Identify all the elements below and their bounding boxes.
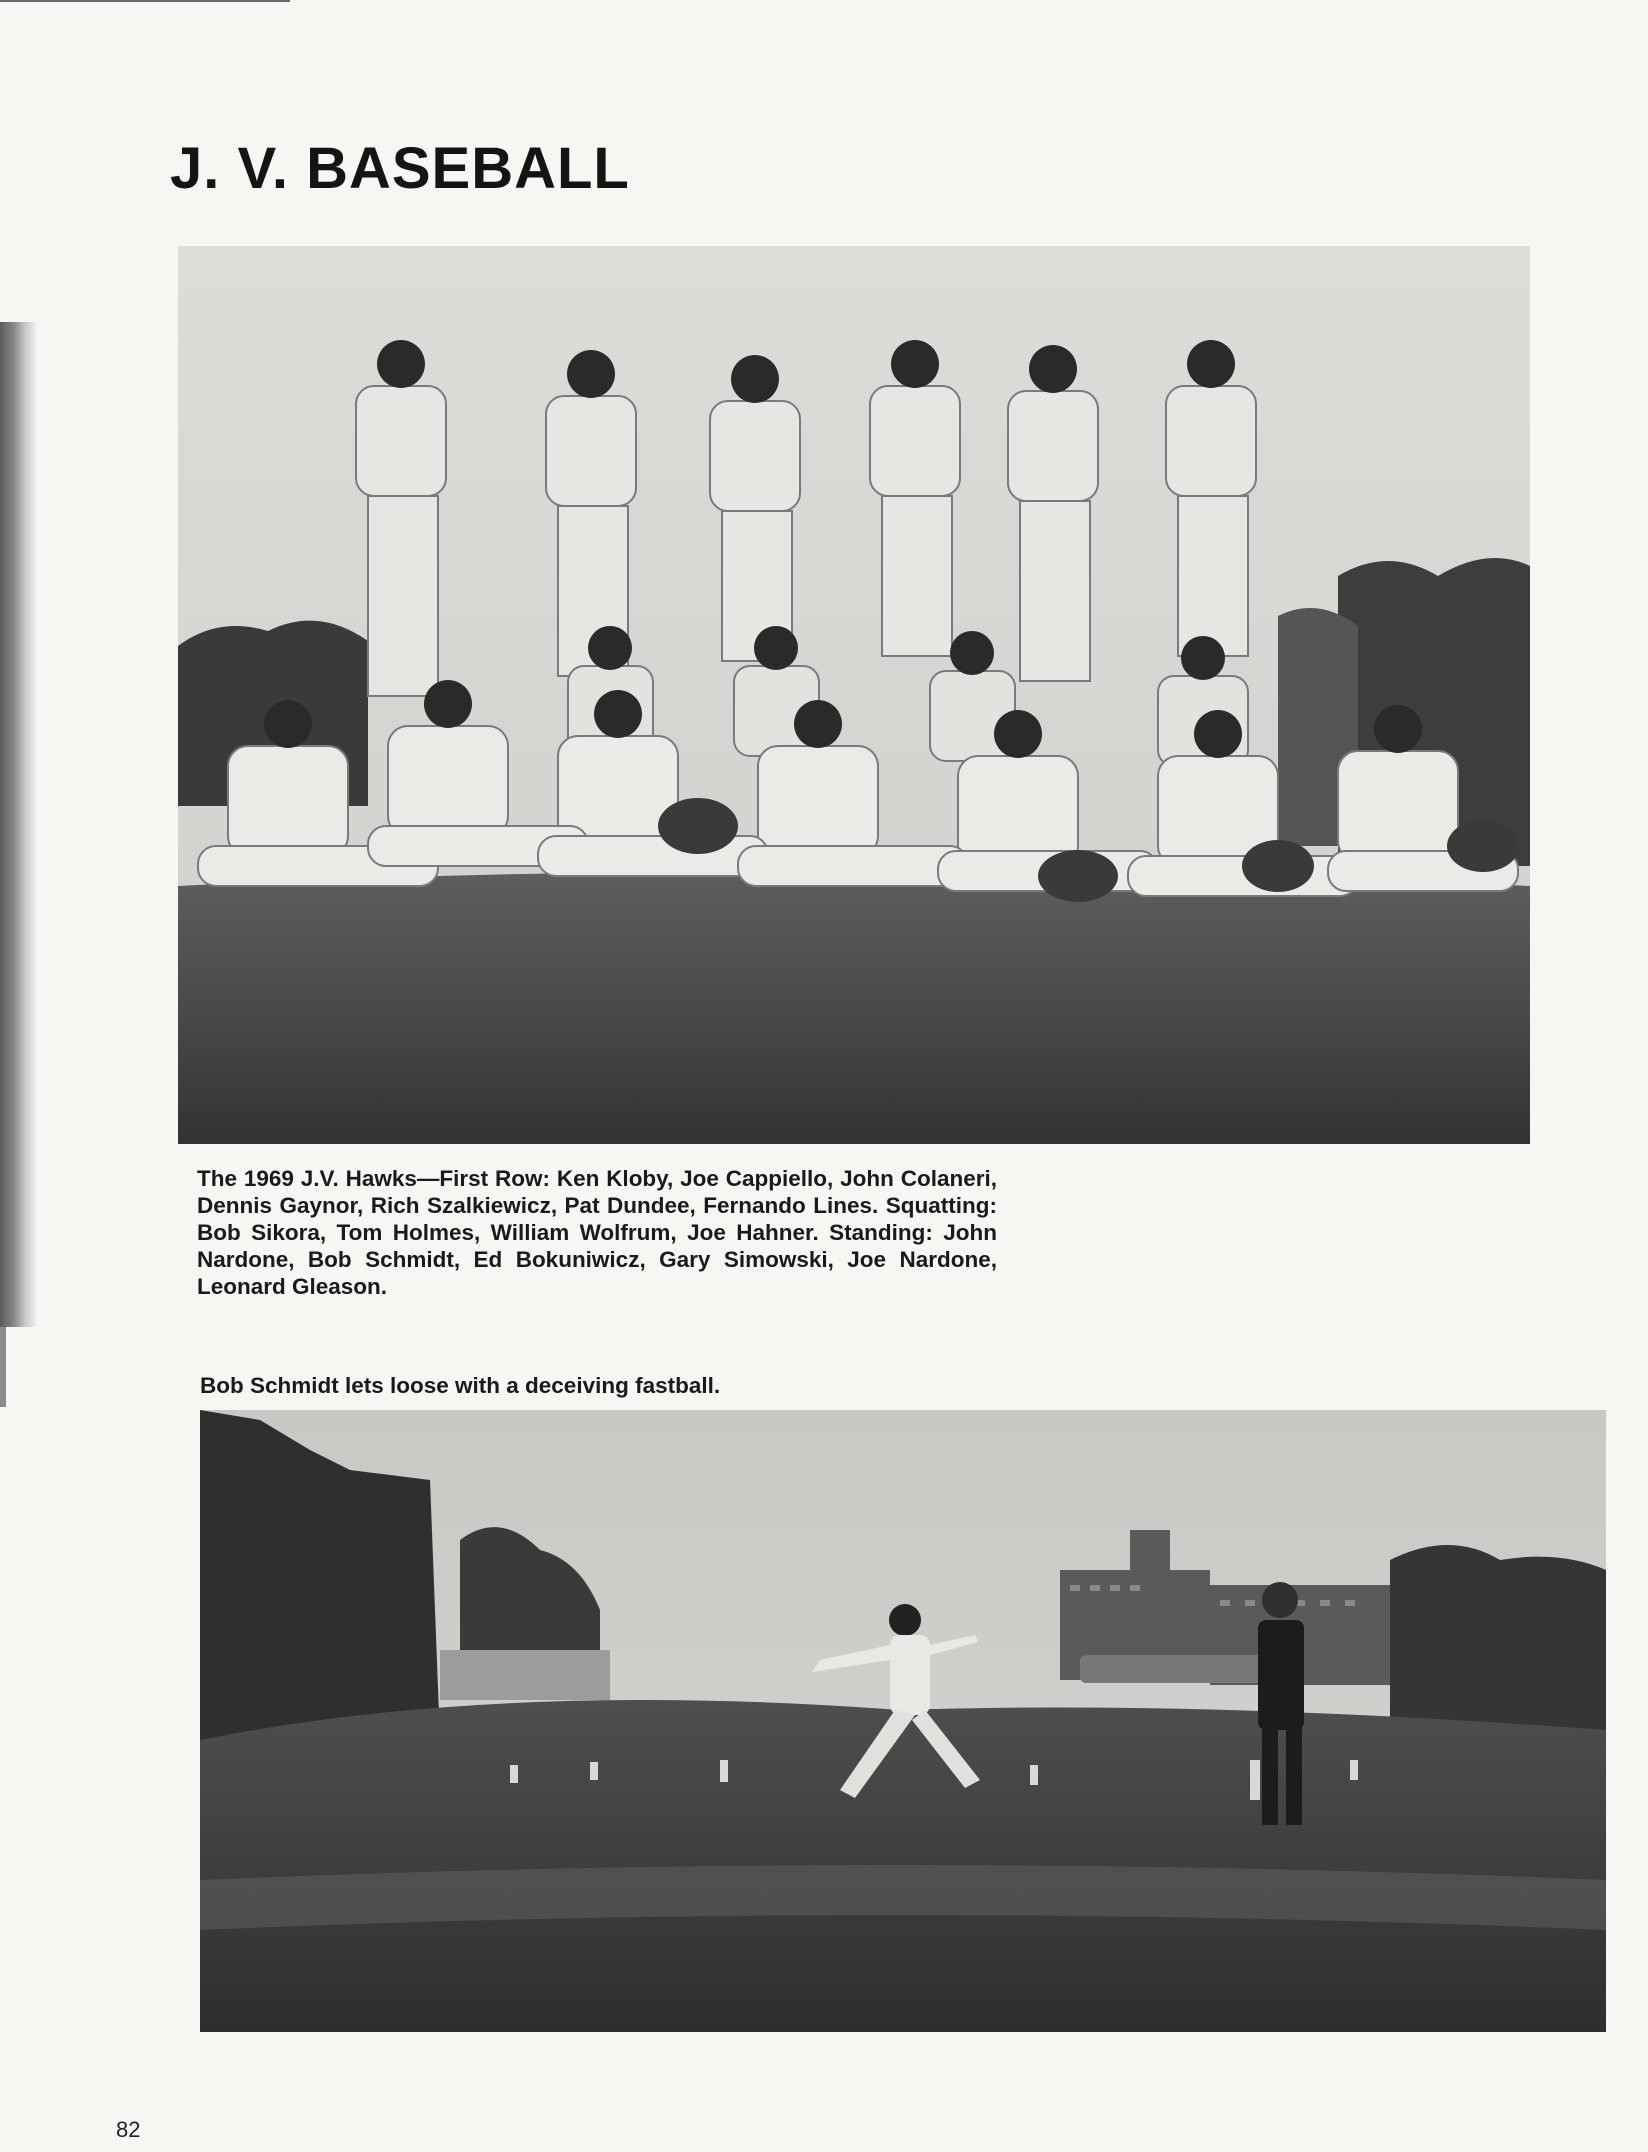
page-number: 82 [116, 2117, 141, 2142]
stone-wall [440, 1650, 610, 1700]
train [1080, 1655, 1270, 1683]
team-photo [178, 246, 1530, 1144]
top-rule [0, 0, 290, 2]
grass-field [178, 871, 1530, 1144]
team-photo-graphic [178, 246, 1530, 1144]
adjacent-page-edge [0, 322, 36, 1327]
team-photo-caption: The 1969 J.V. Hawks—First Row: Ken Kloby, Joe Cappiello, John Colaneri, Dennis Gaynor, Rich Szalkiewicz, Pat Dundee, Fernando Lines. Squatting: Bob Sikora, Tom Holmes, William Wolfrum, Joe Hahner. Standing: John Nardone, Bob Schmidt, Ed Bokuniwicz, Gary Simowski, Joe Nardone, Leonard Gleason. [197, 1166, 997, 1299]
pitch-photo-caption: Bob Schmidt lets loose with a deceiving fastball. [200, 1373, 721, 1398]
adjacent-page-edge-lower [0, 1327, 6, 1407]
pitcher-photo-graphic [200, 1410, 1606, 2032]
page-title: J. V. BASEBALL [170, 136, 630, 201]
pitcher-photo [200, 1410, 1606, 2032]
